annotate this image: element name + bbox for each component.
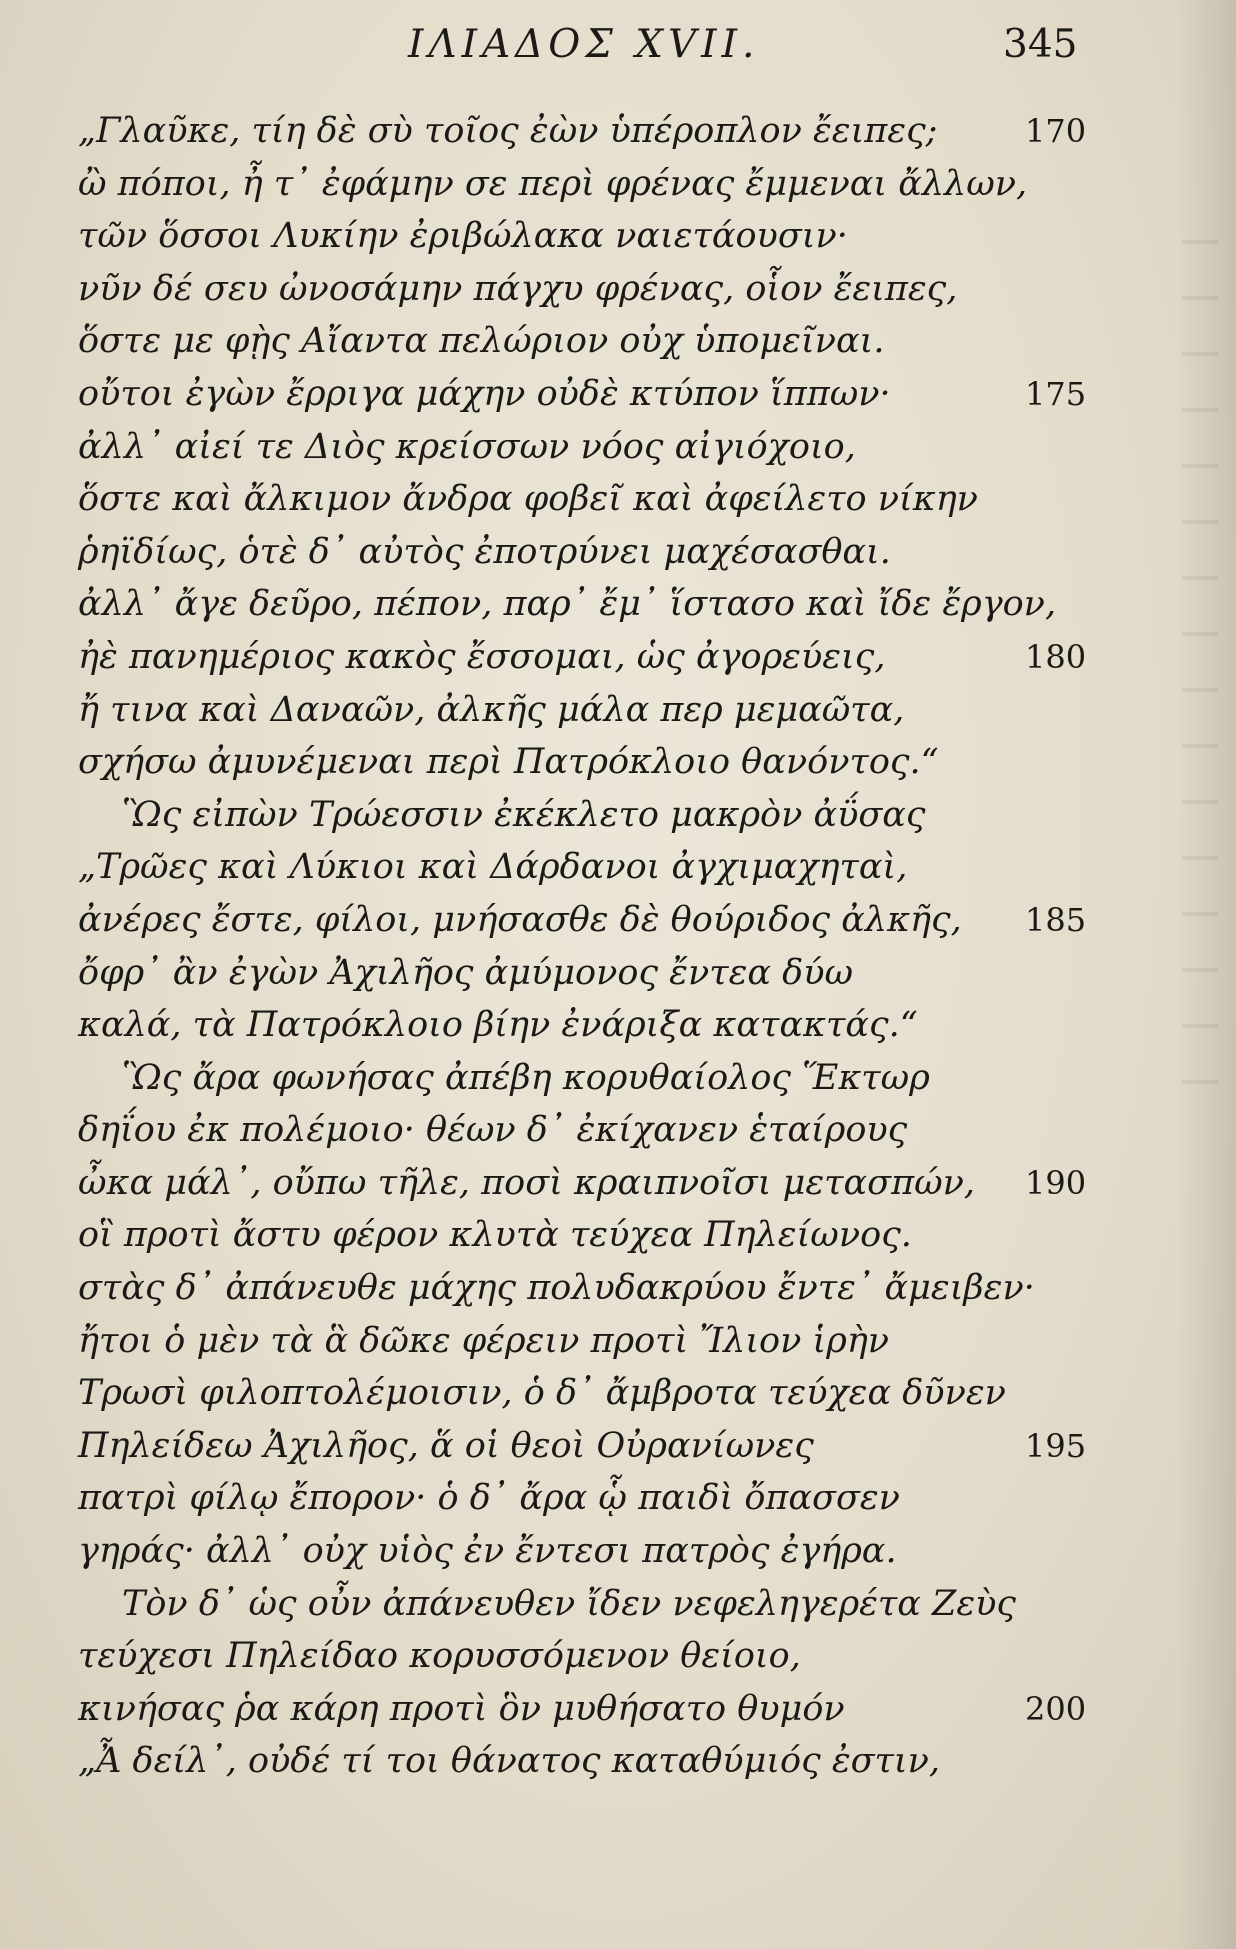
verse-line [0,1209,1236,1262]
verse-text: γηράς· ἀλλ᾽ οὐχ υἱὸς ἐν ἔντεσι πατρὸς ἐγήρα. [78,1531,897,1572]
verse-text: ἀλλ᾽ ἄγε δεῦρο, πέπον, παρ᾽ ἔμ᾽ ἵστασο καὶ ἴδε ἔργον, [78,584,1057,625]
verse-text: ἀλλ᾽ αἰεί τε Διὸς κρείσσων νόος αἰγιόχοιο, [78,426,856,467]
verse-line [0,1104,1236,1157]
verse-text: νῦν δέ σευ ὠνοσάμην πάγχυ φρένας, οἷον ἔειπες, [78,268,958,309]
verse-text: στὰς δ᾽ ἀπάνευθε μάχης πολυδακρύου ἔντε᾽ ἄμειβεν· [78,1268,1035,1309]
verse-text: καλά, τὰ Πατρόκλοιο βίην ἐνάριξα κατακτάς.“ [78,1005,918,1046]
verse-line [0,368,1236,421]
verse-text: Ὣς εἰπὼν Τρώεσσιν ἐκέκλετο μακρὸν ἀΰσας [122,794,926,835]
verse-line [0,315,1236,368]
verse-line [0,1525,1236,1578]
verse-text: σχήσω ἀμυνέμεναι περὶ Πατρόκλοιο θανόντος.“ [78,742,939,783]
verse-text: Τὸν δ᾽ ὡς οὖν ἀπάνευθεν ἴδεν νεφεληγερέτα Ζεὺς [122,1583,1017,1624]
verse-line [0,473,1236,526]
verse-text: ἤ τινα καὶ Δαναῶν, ἀλκῆς μάλα περ μεμαῶτα, [78,689,905,730]
running-head [0,22,1236,82]
line-number: 200 [1025,1689,1087,1728]
verse-text: δηΐου ἐκ πολέμοιο· θέων δ᾽ ἐκίχανεν ἑταίρους [78,1110,908,1151]
verse-text: Τρωσὶ φιλοπτολέμοισιν, ὁ δ᾽ ἄμβροτα τεύχεα δῦνεν [78,1373,1006,1414]
verse-line [0,1052,1236,1105]
line-number: 185 [1025,900,1087,939]
verse-line [0,736,1236,789]
verse-text: „Τρῶες καὶ Λύκιοι καὶ Δάρδανοι ἀγχιμαχηταὶ, [78,847,908,888]
verse-text: ὅστε καὶ ἄλκιμον ἄνδρα φοβεῖ καὶ ἀφείλετο νίκην [78,479,978,520]
line-number: 195 [1025,1426,1087,1465]
verse-text: ῥηϊδίως, ὁτὲ δ᾽ αὐτὸς ἐποτρύνει μαχέσασθαι. [78,531,891,572]
verse-text: κινήσας ῥα κάρη προτὶ ὃν μυθήσατο θυμόν [78,1688,845,1729]
verse-line [0,1157,1236,1210]
verse-line [0,1578,1236,1631]
verse-text: ἀνέρες ἔστε, φίλοι, μνήσασθε δὲ θούριδος ἀλκῆς, [78,899,962,940]
verse-line [0,1472,1236,1525]
verse-text: Ὣς ἄρα φωνήσας ἀπέβη κορυθαίολος Ἕκτωρ [122,1057,930,1098]
line-number: 190 [1025,1163,1087,1202]
verse-line [0,947,1236,1000]
verse-line [0,894,1236,947]
verse-text: οἳ προτὶ ἄστυ φέρον κλυτὰ τεύχεα Πηλείωνος. [78,1215,912,1256]
verse-line [0,1735,1236,1788]
verse-line [0,421,1236,474]
verse-line [0,789,1236,842]
verse-line [0,1630,1236,1683]
verse-line [0,631,1236,684]
verse-text: τῶν ὅσσοι Λυκίην ἐριβώλακα ναιετάουσιν· [78,216,848,257]
verse-line [0,1262,1236,1315]
verse-text: πατρὶ φίλῳ ἔπορον· ὁ δ᾽ ἄρα ᾧ παιδὶ ὄπασσεν [78,1478,900,1519]
verse-line [0,210,1236,263]
verse-text: ὦκα μάλ᾽, οὔπω τῆλε, ποσὶ κραιπνοῖσι μετασπών, [78,1162,976,1203]
verse-text: τεύχεσι Πηλείδαο κορυσσόμενον θείοιο, [78,1636,801,1677]
verse-line [0,841,1236,894]
page-number: 345 [1003,22,1078,67]
verse-line [0,578,1236,631]
verse-text: ὄφρ᾽ ἂν ἐγὼν Ἀχιλῆος ἀμύμονος ἔντεα δύω [78,952,854,993]
verse-line [0,1315,1236,1368]
verse-line [0,1420,1236,1473]
verse-text: ὅστε με φῂς Αἴαντα πελώριον οὐχ ὑπομεῖναι. [78,321,885,362]
verse-line [0,999,1236,1052]
line-number: 170 [1025,112,1087,150]
verse-text: „Γλαῦκε, τίη δὲ σὺ τοῖος ἐὼν ὑπέροπλον ἔειπες; [78,111,938,151]
verse-text: ὢ πόποι, ἦ τ᾽ ἐφάμην σε περὶ φρένας ἔμμεναι ἄλλων, [78,163,1028,204]
verse-line [0,1683,1236,1736]
verse-text: ἤτοι ὁ μὲν τὰ ἃ δῶκε φέρειν προτὶ Ἴλιον ἱρὴν [78,1320,890,1361]
verse-block [0,105,1236,1788]
verse-line [0,105,1236,158]
verse-text: Πηλείδεω Ἀχιλῆος, ἅ οἱ θεοὶ Οὐρανίωνες [78,1425,814,1466]
verse-text: ἠὲ πανημέριος κακὸς ἔσσομαι, ὡς ἀγορεύεις, [78,636,886,677]
line-number: 175 [1025,374,1087,413]
verse-text: „Ἆ δείλ᾽, οὐδέ τί τοι θάνατος καταθύμιός ἐστιν, [78,1741,941,1782]
book-title: ΙΛΙΑΔΟΣ XVII. [408,22,760,67]
verse-line [0,158,1236,211]
verse-line [0,526,1236,579]
verse-line [0,684,1236,737]
verse-line [0,1367,1236,1420]
verse-text: οὔτοι ἐγὼν ἔρριγα μάχην οὐδὲ κτύπον ἵππων· [78,373,891,414]
verse-line [0,263,1236,316]
line-number: 180 [1025,637,1087,676]
